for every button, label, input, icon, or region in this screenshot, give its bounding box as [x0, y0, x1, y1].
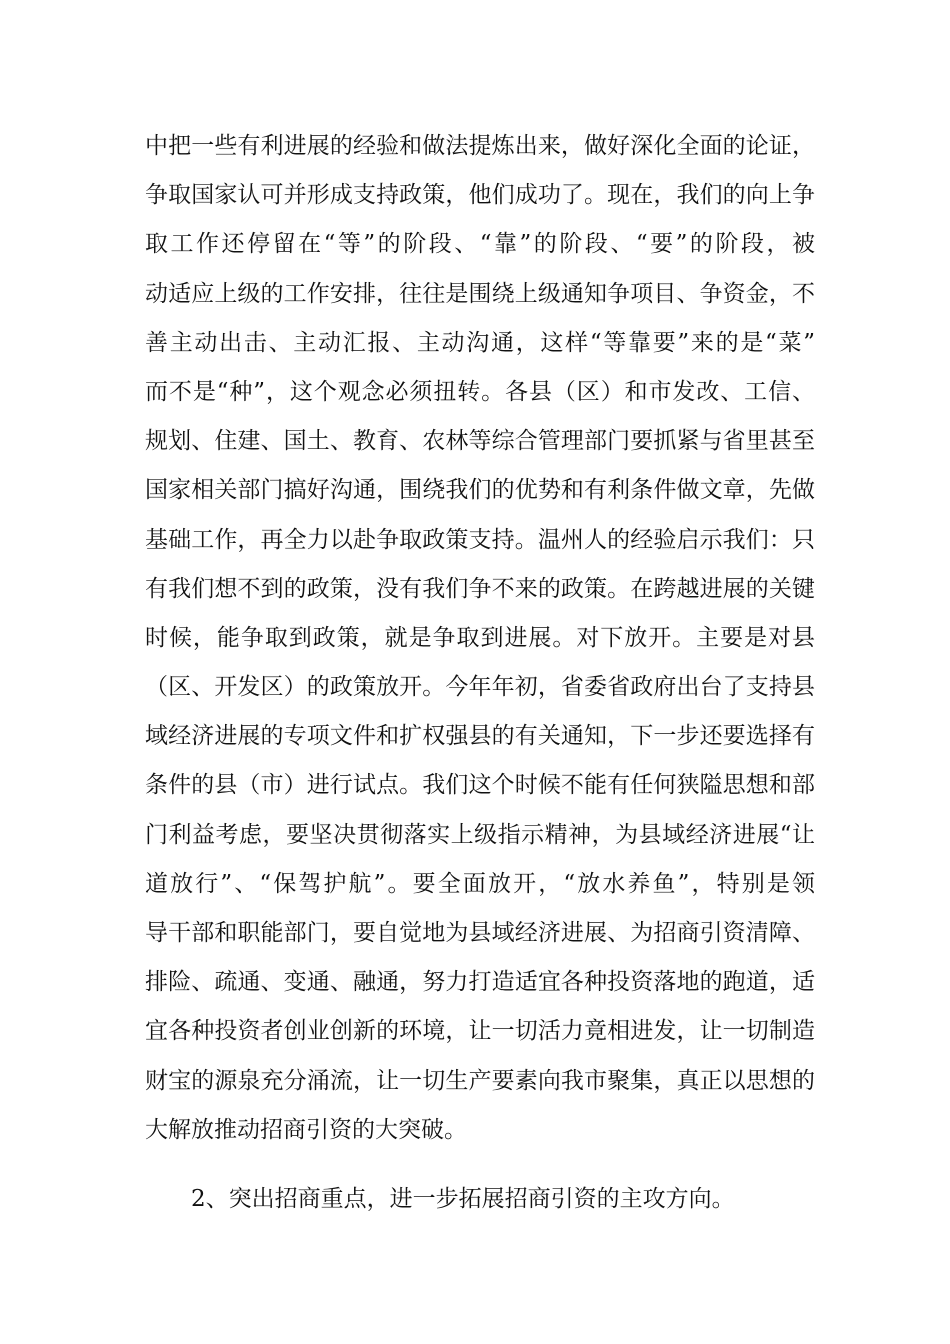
- paragraph-line: 取工作还停留在“等”的阶段、“靠”的阶段、“要”的阶段，被: [145, 231, 815, 258]
- paragraph-line: 基础工作，再全力以赴争取政策支持。温州人的经验启示我们：只: [145, 526, 815, 553]
- paragraph-line: 而不是“种”，这个观念必须扭转。各县（区）和市发改、工信、: [145, 378, 815, 405]
- body-text: [145, 122, 815, 1224]
- paragraph-line: 规划、住建、国土、教育、农林等综合管理部门要抓紧与省里甚至: [145, 428, 815, 455]
- section-heading: 2、突出招商重点，进一步拓展招商引资的主攻方向。: [191, 1185, 735, 1212]
- paragraph-line: 有我们想不到的政策，没有我们争不来的政策。在跨越进展的关键: [145, 575, 815, 602]
- paragraph-line: 动适应上级的工作安排，往往是围绕上级通知争项目、争资金，不: [145, 280, 815, 307]
- paragraph-line: （区、开发区）的政策放开。今年年初，省委省政府出台了支持县: [145, 674, 815, 701]
- paragraph-line: 道放行”、“保驾护航”。要全面放开，“放水养鱼”，特别是领: [145, 870, 815, 897]
- paragraph-line: 导干部和职能部门，要自觉地为县域经济进展、为招商引资清障、: [145, 920, 815, 946]
- paragraph-last-line: 大解放推动招商引资的大突破。: [145, 1116, 467, 1143]
- paragraph-line: 排险、疏通、变通、融通，努力打造适宜各种投资落地的跑道，适: [145, 969, 815, 996]
- paragraph-line: 时候，能争取到政策，就是争取到进展。对下放开。主要是对县: [145, 624, 815, 651]
- paragraph-line: 宜各种投资者创业创新的环境，让一切活力竟相进发，让一切制造: [145, 1018, 815, 1045]
- paragraph-line: 域经济进展的专项文件和扩权强县的有关通知，下一步还要选择有: [145, 723, 815, 750]
- paragraph-line: 善主动出击、主动汇报、主动沟通，这样“等靠要”来的是“菜”: [145, 329, 815, 356]
- paragraph-line: 财宝的源泉充分涌流，让一切生产要素向我市聚集，真正以思想的: [145, 1067, 815, 1094]
- paragraph-line: 条件的县（市）进行试点。我们这个时候不能有任何狭隘思想和部: [145, 772, 815, 799]
- paragraph-line: 中把一些有利进展的经验和做法提炼出来，做好深化全面的论证，: [145, 133, 815, 159]
- paragraph-line: 国家相关部门搞好沟通，围绕我们的优势和有利条件做文章，先做: [145, 477, 815, 504]
- paragraph-line: 争取国家认可并形成支持政策，他们成功了。现在，我们的向上争: [145, 182, 815, 209]
- paragraph-line: 门利益考虑，要坚决贯彻落实上级指示精神，为县域经济进展“让: [145, 821, 815, 848]
